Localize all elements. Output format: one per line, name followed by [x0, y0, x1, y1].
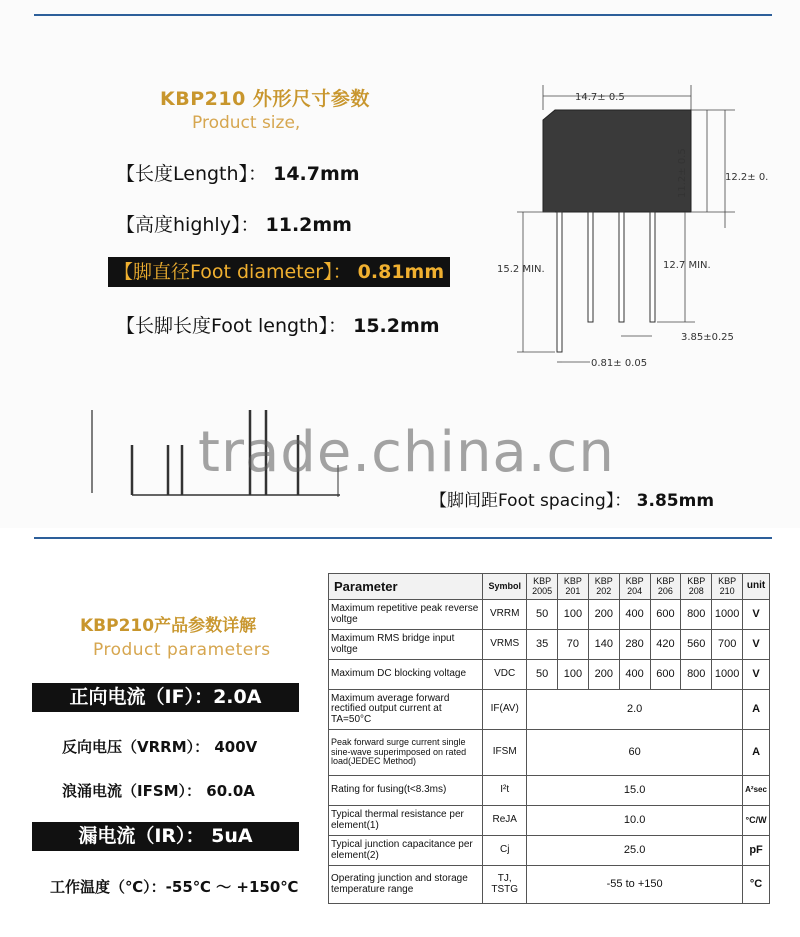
- row-symbol: I²t: [483, 776, 527, 806]
- lead-1: [557, 212, 562, 352]
- watermark: trade.china.cn: [198, 420, 615, 485]
- dim-lead-dia-label: 0.81± 0.05: [591, 358, 648, 369]
- row-value: 50: [527, 600, 558, 630]
- parameters-table: [328, 573, 770, 904]
- header-model: KBP 210: [712, 574, 743, 600]
- row-unit: °C: [743, 866, 770, 904]
- row-unit: A²sec: [743, 776, 770, 806]
- row-value: 200: [588, 600, 619, 630]
- row-unit: V: [743, 600, 770, 630]
- row-unit: °C/W: [743, 806, 770, 836]
- dim-short-lead-label: 12.7 MIN.: [663, 260, 711, 271]
- lead-2: [588, 212, 593, 322]
- header-model: KBP 206: [650, 574, 681, 600]
- spec-length: [116, 159, 360, 186]
- header-symbol: Symbol: [483, 574, 527, 600]
- table-row: [329, 630, 770, 660]
- row-value: 50: [527, 660, 558, 690]
- row-value: 200: [588, 660, 619, 690]
- table-row: [329, 600, 770, 630]
- row-param: Peak forward surge current single sine-wave superimposed on rated load(JEDEC Method): [329, 730, 483, 776]
- row-value: 600: [650, 600, 681, 630]
- params-title-en: Product parameters: [93, 640, 271, 660]
- row-value: 560: [681, 630, 712, 660]
- spec-height: [116, 210, 352, 237]
- row-param: Maximum DC blocking voltage: [329, 660, 483, 690]
- row-value: 15.0: [527, 776, 743, 806]
- header-model: KBP 202: [588, 574, 619, 600]
- surge-current-line: 浪涌电流（IFSM）： 60.0A: [62, 782, 255, 800]
- spec-foot-diameter-label: 【脚直径Foot diameter】：: [114, 261, 352, 283]
- dim-right-height-label: 12.2± 0.: [725, 172, 769, 183]
- row-value: 800: [681, 600, 712, 630]
- foot-spacing-value: 3.85mm: [636, 491, 715, 511]
- row-value: -55 to +150: [527, 866, 743, 904]
- row-value: 420: [650, 630, 681, 660]
- table-row: [329, 776, 770, 806]
- row-value: 600: [650, 660, 681, 690]
- dim-width-label: 14.7± 0.5: [575, 92, 625, 103]
- spec-height-label: 【高度highly】：: [116, 214, 260, 236]
- row-param: Rating for fusing(t<8.3ms): [329, 776, 483, 806]
- row-value: 60: [527, 730, 743, 776]
- table-row: [329, 836, 770, 866]
- table-row: [329, 866, 770, 904]
- row-symbol: ReJA: [483, 806, 527, 836]
- row-value: 2.0: [527, 690, 743, 730]
- size-title-en: Product size,: [192, 113, 301, 133]
- spec-length-value: 14.7mm: [273, 163, 360, 185]
- row-symbol: VDC: [483, 660, 527, 690]
- row-value: 100: [558, 600, 589, 630]
- dim-spacing-label: 3.85±0.25: [681, 332, 734, 343]
- spec-height-value: 11.2mm: [265, 214, 352, 236]
- table-row: [329, 690, 770, 730]
- row-symbol: VRRM: [483, 600, 527, 630]
- spec-foot-length-label: 【长脚长度Foot length】：: [116, 315, 348, 337]
- header-unit: unit: [743, 574, 770, 600]
- row-symbol: Cj: [483, 836, 527, 866]
- row-unit: V: [743, 630, 770, 660]
- spec-foot-diameter-value: 0.81mm: [357, 261, 445, 283]
- forward-current-bar: 正向电流（IF）：2.0A: [32, 683, 299, 712]
- package-dimension-drawing: [495, 80, 780, 380]
- foot-spacing-label: 【脚间距Foot spacing】：: [430, 491, 632, 511]
- row-value: 1000: [712, 600, 743, 630]
- foot-spacing-spec: [430, 486, 714, 511]
- spec-length-label: 【长度Length】：: [116, 163, 268, 185]
- dim-body-height-label: 11.2± 0.5: [677, 148, 688, 198]
- table-row: [329, 660, 770, 690]
- row-value: 25.0: [527, 836, 743, 866]
- row-value: 400: [619, 660, 650, 690]
- row-param: Maximum RMS bridge input voltge: [329, 630, 483, 660]
- table-row: [329, 806, 770, 836]
- row-symbol: TJ, TSTG: [483, 866, 527, 904]
- spec-foot-length-value: 15.2mm: [353, 315, 440, 337]
- reverse-voltage-line: 反向电压（VRRM）： 400V: [62, 738, 258, 756]
- header-model: KBP 2005: [527, 574, 558, 600]
- spec-foot-diameter: [108, 257, 450, 287]
- leakage-current-bar: 漏电流（IR）： 5uA: [32, 822, 299, 851]
- bottom-divider: [34, 537, 772, 539]
- header-model: KBP 201: [558, 574, 589, 600]
- row-value: 140: [588, 630, 619, 660]
- row-unit: A: [743, 730, 770, 776]
- row-unit: pF: [743, 836, 770, 866]
- row-param: Operating junction and storage temperature range: [329, 866, 483, 904]
- params-title-cn: KBP210产品参数详解: [80, 616, 257, 636]
- row-value: 10.0: [527, 806, 743, 836]
- header-parameter: Parameter: [329, 574, 483, 600]
- row-value: 280: [619, 630, 650, 660]
- lead-4: [650, 212, 655, 322]
- row-unit: A: [743, 690, 770, 730]
- top-divider: [34, 14, 772, 16]
- header-model: KBP 204: [619, 574, 650, 600]
- spec-foot-length: [116, 311, 440, 338]
- header-model: KBP 208: [681, 574, 712, 600]
- row-param: Typical junction capacitance per element(2): [329, 836, 483, 866]
- row-value: 70: [558, 630, 589, 660]
- lead-3: [619, 212, 624, 322]
- row-symbol: IFSM: [483, 730, 527, 776]
- table-row: [329, 730, 770, 776]
- row-value: 700: [712, 630, 743, 660]
- row-param: Maximum repetitive peak reverse voltge: [329, 600, 483, 630]
- row-value: 1000: [712, 660, 743, 690]
- package-body: [543, 110, 691, 212]
- row-param: Maximum average forward rectified output current at TA=50°C: [329, 690, 483, 730]
- row-value: 35: [527, 630, 558, 660]
- row-value: 400: [619, 600, 650, 630]
- size-title-cn: KBP210 外形尺寸参数: [160, 88, 370, 110]
- row-value: 100: [558, 660, 589, 690]
- row-unit: V: [743, 660, 770, 690]
- table-header-row: [329, 574, 770, 600]
- dim-long-lead-label: 15.2 MIN.: [497, 264, 545, 275]
- row-symbol: VRMS: [483, 630, 527, 660]
- row-symbol: IF(AV): [483, 690, 527, 730]
- row-param: Typical thermal resistance per element(1): [329, 806, 483, 836]
- row-value: 800: [681, 660, 712, 690]
- operating-temp-line: 工作温度（℃）：-55℃ ～ +150℃: [50, 878, 299, 896]
